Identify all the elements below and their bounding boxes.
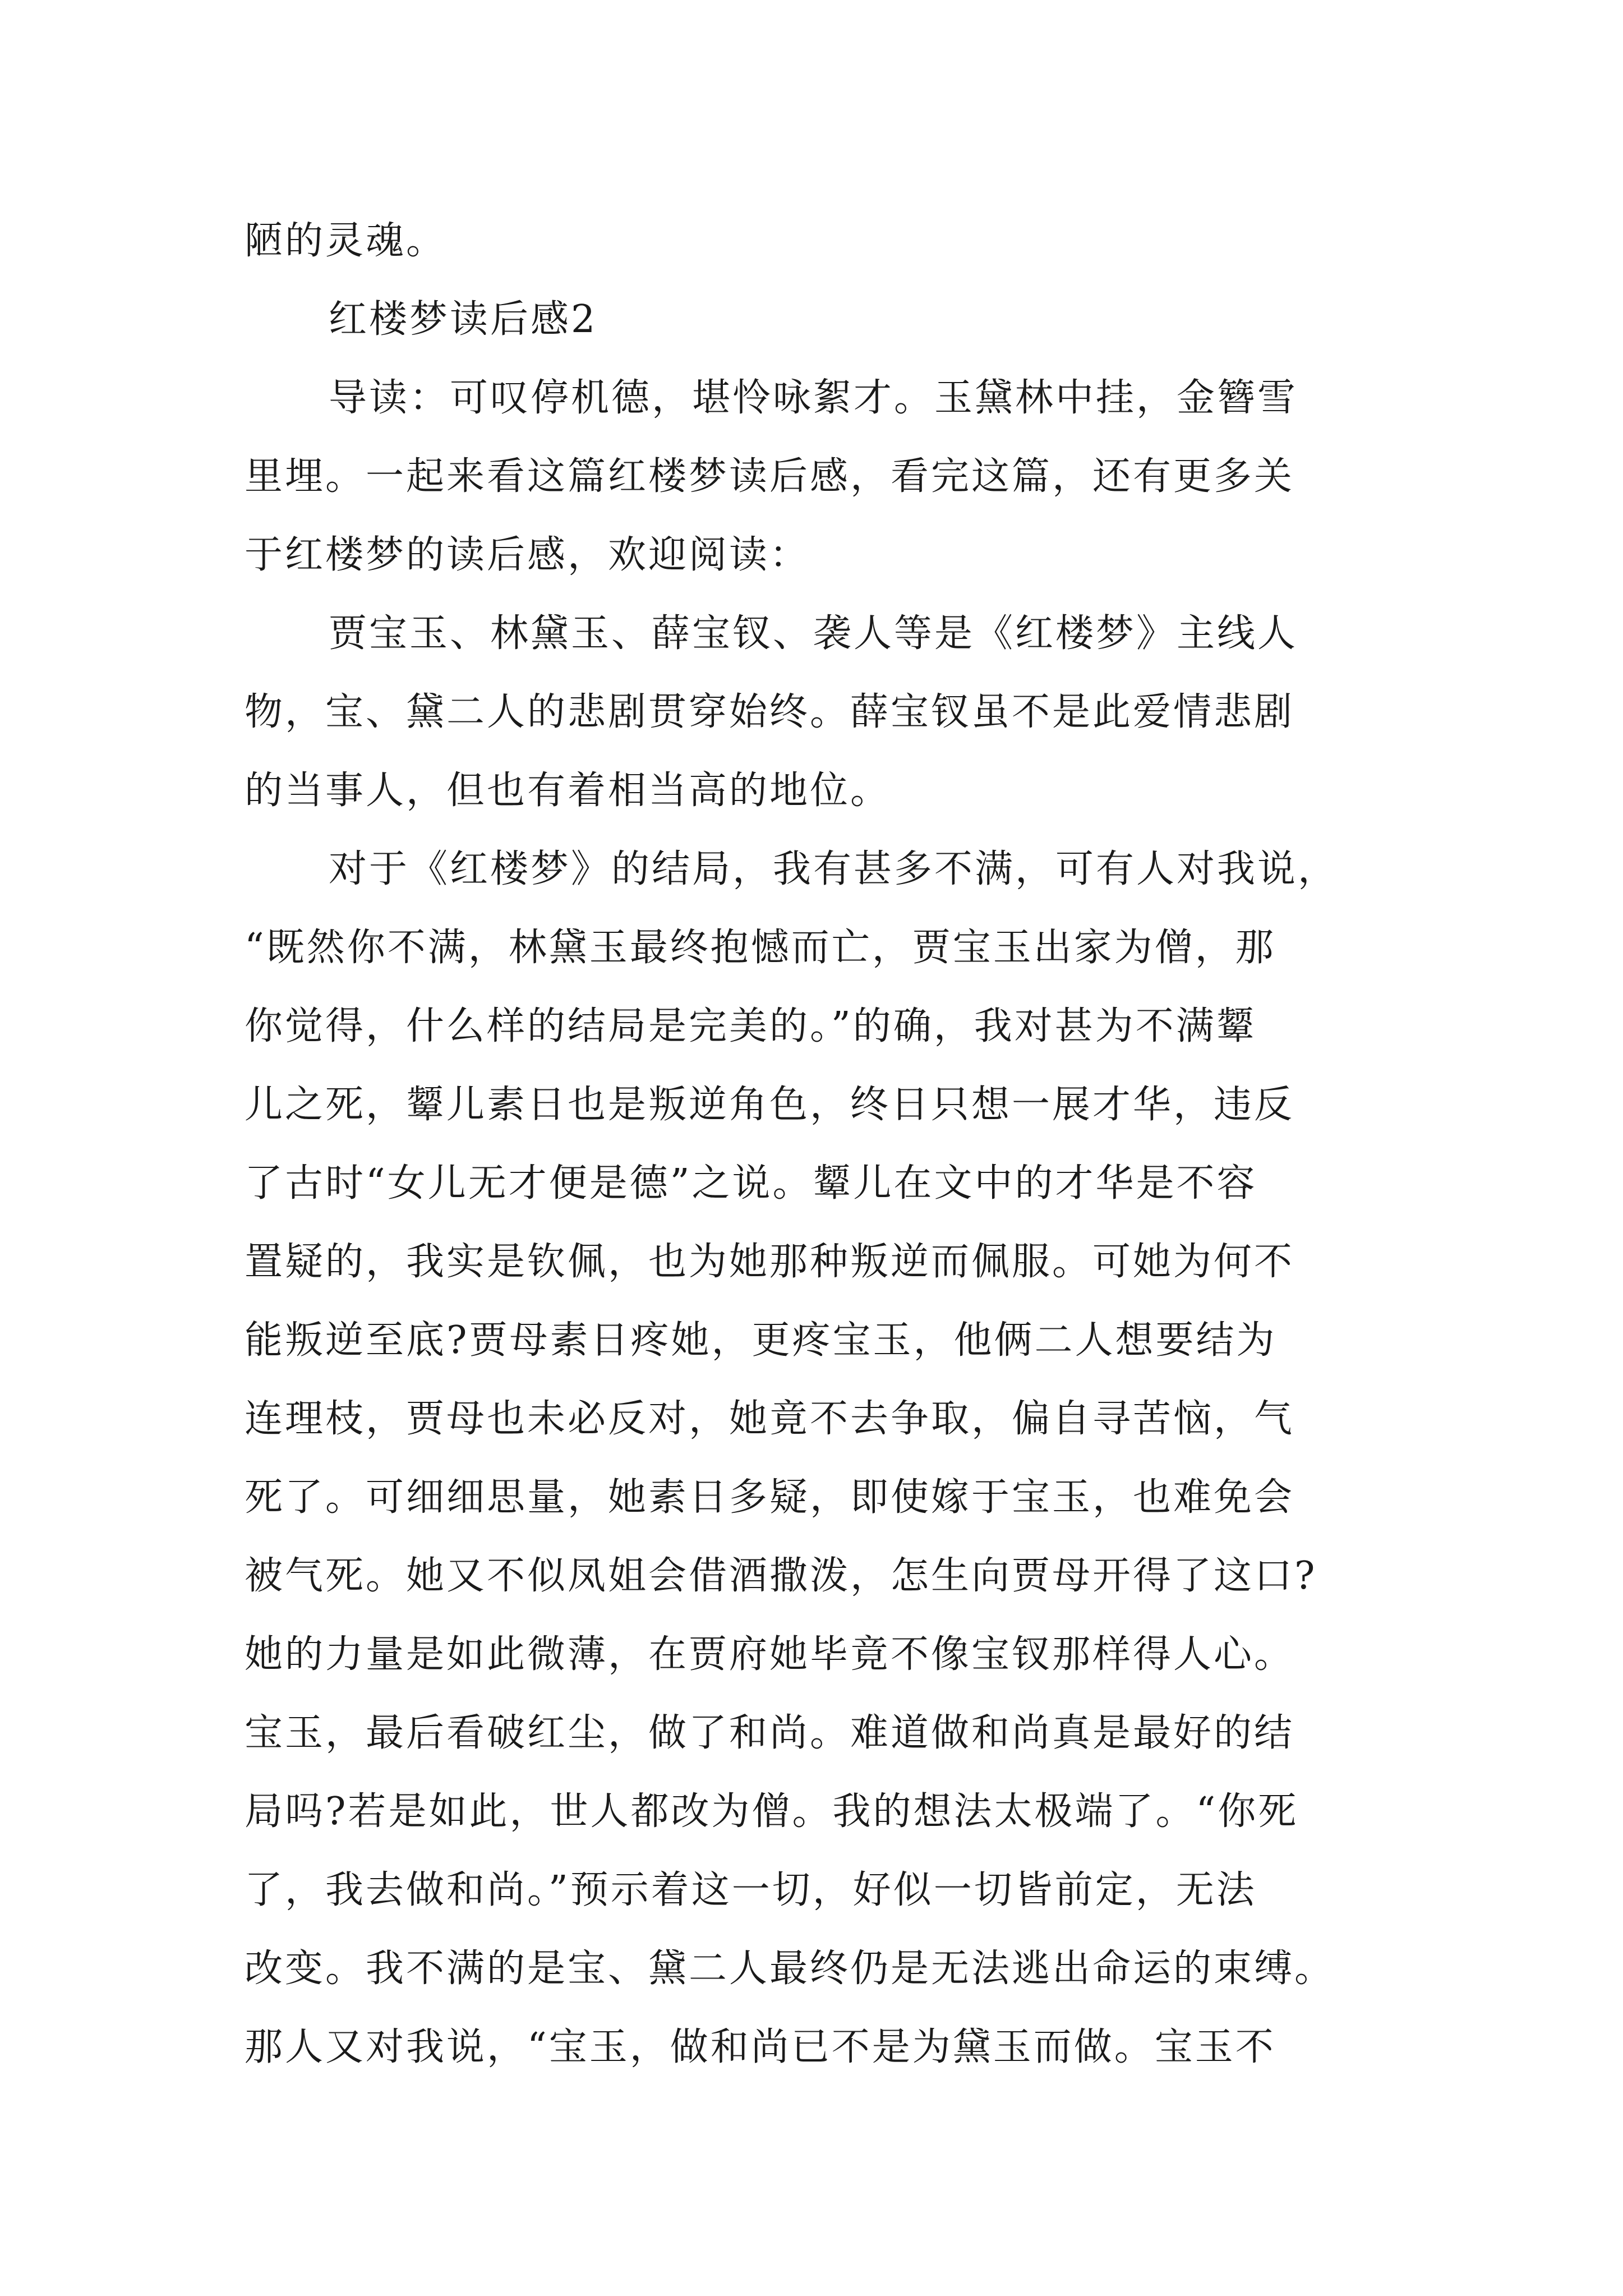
text-line: 她的力量是如此微薄，在贾府她毕竟不像宝钗那样得人心。	[245, 1632, 1295, 1677]
text-line: 物，宝、黛二人的悲剧贯穿始终。薛宝钗虽不是此爱情悲剧	[245, 690, 1295, 734]
text-line: 陋的灵魂。	[245, 219, 447, 263]
document-body	[245, 202, 1389, 2087]
text-line: 的当事人，但也有着相当高的地位。	[245, 769, 891, 813]
text-line: 宝玉，最后看破红尘，做了和尚。难道做和尚真是最好的结	[245, 1711, 1295, 1755]
text-line: 置疑的，我实是钦佩，也为她那种叛逆而佩服。可她为何不	[245, 1240, 1295, 1284]
text-line: 了古时“女儿无才便是德”之说。颦儿在文中的才华是不容	[245, 1161, 1257, 1205]
text-line: 对于《红楼梦》的结局，我有甚多不满，可有人对我说，	[329, 847, 1339, 891]
text-line: 连理枝，贾母也未必反对，她竟不去争取，偏自寻苦恼，气	[245, 1397, 1295, 1441]
text-line: 那人又对我说，“宝玉，做和尚已不是为黛玉而做。宝玉不	[245, 2025, 1276, 2069]
text-line: 里埋。一起来看这篇红楼梦读后感，看完这篇，还有更多关	[245, 454, 1295, 499]
text-line: 改变。我不满的是宝、黛二人最终仍是无法逃出命运的束缚。	[245, 1947, 1335, 1991]
text-line: 贾宝玉、林黛玉、薛宝钗、袭人等是《红楼梦》主线人	[329, 611, 1298, 656]
text-line: 你觉得，什么样的结局是完美的。”的确，我对甚为不满颦	[245, 1004, 1257, 1048]
text-line: 儿之死，颦儿素日也是叛逆角色，终日只想一展才华，违反	[245, 1083, 1295, 1127]
text-line: 被气死。她又不似凤姐会借酒撒泼，怎生向贾母开得了这口?	[245, 1554, 1317, 1598]
text-line: “既然你不满，林黛玉最终抱憾而亡，贾宝玉出家为僧，那	[245, 926, 1276, 970]
text-line: 了，我去做和尚。”预示着这一切，好似一切皆前定，无法	[245, 1868, 1257, 1912]
text-line: 死了。可细细思量，她素日多疑，即使嫁于宝玉，也难免会	[245, 1475, 1295, 1520]
text-line: 能叛逆至底?贾母素日疼她，更疼宝玉，他俩二人想要结为	[245, 1318, 1277, 1363]
section-heading: 红楼梦读后感2	[329, 297, 598, 342]
text-line: 于红楼梦的读后感，欢迎阅读：	[245, 533, 810, 577]
text-line: 局吗?若是如此，世人都改为僧。我的想法太极端了。“你死	[245, 1789, 1299, 1834]
text-line: 导读：可叹停机德，堪怜咏絮才。玉黛林中挂，金簪雪	[329, 376, 1298, 420]
